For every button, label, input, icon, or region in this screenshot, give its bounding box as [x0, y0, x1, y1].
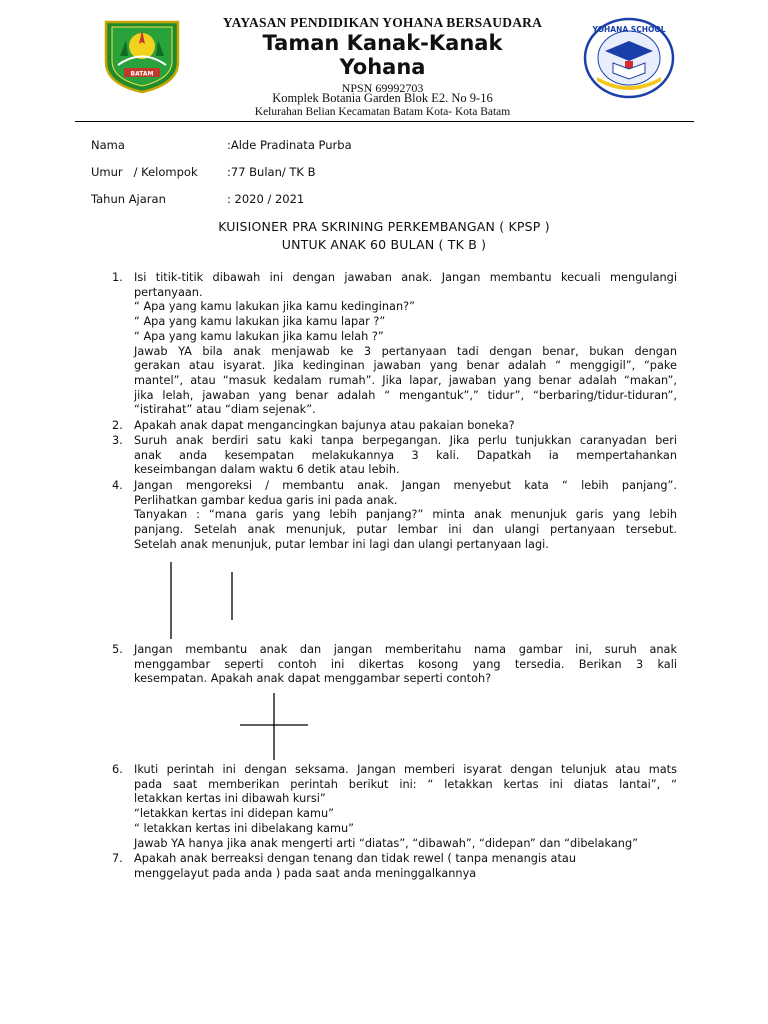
question-item-5	[134, 643, 677, 687]
letterhead-divider	[75, 121, 694, 122]
item-line: Ikuti perintah ini dengan seksama. Jangan memberi isyarat dengan telunjuk atau mats	[134, 763, 677, 776]
question-item-3	[134, 434, 677, 478]
school-name-line1: Taman Kanak-Kanak	[262, 31, 503, 55]
yohana-school-logo	[583, 17, 675, 99]
item-line: panjang. Setelah anak menunjuk, putar lembar ini dan ulangi pertanyaan tersebut.	[134, 523, 677, 537]
questionnaire-title: KUISIONER PRA SKRINING PERKEMBANGAN ( KPSP )	[218, 219, 550, 234]
item-line: gerakan atau isyarat. Jika kedinginan jawaban yang benar adalah “ menggigil”, “pake	[134, 359, 677, 373]
item-line: Apakah anak berreaksi dengan tenang dan tidak rewel ( tanpa menangis atau	[134, 852, 576, 865]
item-line: mantel”, atau “masuk kedalam rumah”. Jika lapar, jawaban yang benar adalah “makan”,	[134, 373, 677, 387]
item-line: “istirahat” atau “diam sejenak”.	[134, 403, 316, 417]
two-lines-figure	[160, 558, 250, 644]
item-line: Tanyakan : “mana garis yang lebih panjang?” minta anak menunjuk garis yang lebih	[134, 508, 677, 522]
name-value: :Alde Pradinata Purba	[227, 138, 352, 152]
question-item-7	[134, 852, 677, 881]
age-group-label: Umur / Kelompok	[91, 165, 198, 179]
item-line: Jangan membantu anak dan jangan memberitahu nama gambar ini, suruh anak	[134, 643, 677, 656]
item-line: keseimbangan dalam waktu 6 detik atau lebih.	[134, 463, 400, 477]
left-logo-caption: BATAM	[130, 70, 154, 78]
item-line: Suruh anak berdiri satu kaki tanpa berpegangan. Jika perlu tunjukkan caranyadan beri	[134, 434, 677, 447]
item-line: Perlihatkan gambar kedua garis ini pada anak.	[134, 493, 398, 507]
item-number: 5.	[112, 643, 123, 656]
school-year-label: Tahun Ajaran	[91, 192, 166, 206]
question-item-2	[134, 419, 677, 434]
item-number: 2.	[112, 419, 123, 432]
item-number: 6.	[112, 763, 123, 776]
questionnaire-subtitle: UNTUK ANAK 60 BULAN ( TK B )	[281, 237, 487, 252]
item-line: Setelah anak menunjuk, putar lembar ini lagi dan ulangi pertanyaan lagi.	[134, 537, 549, 551]
school-name-line2: Yohana	[339, 55, 426, 79]
item-line: Isi titik-titik dibawah ini dengan jawaban anak. Jangan membantu kecuali mengulangi	[134, 271, 677, 284]
school-year-value: : 2020 / 2021	[227, 192, 305, 206]
address-line-1: Komplek Botania Garden Blok E2. No 9-16	[272, 91, 493, 105]
item-line: “ letakkan kertas ini dibelakang kamu”	[134, 821, 354, 835]
item-line: letakkan kertas ini dibawah kursi”	[134, 792, 326, 806]
item-line: menggelayut pada anda ) pada saat anda meninggalkannya	[134, 866, 477, 880]
item-line: “ Apa yang kamu lakukan jika kamu lelah ?”	[134, 329, 384, 343]
item-line: pertanyaan.	[134, 285, 203, 299]
age-group-value: :77 Bulan/ TK B	[227, 165, 316, 179]
item-line: menggambar seperti contoh ini dikertas kosong yang tersedia. Berikan 3 kali	[134, 657, 677, 671]
item-line: Apakah anak dapat mengancingkan bajunya atau pakaian boneka?	[134, 419, 515, 432]
item-number: 3.	[112, 434, 123, 447]
item-line: jika lelah, jawaban yang benar adalah “ mengantuk”,” tidur”, “berbaring/tidur-tiduran”,	[134, 388, 677, 402]
item-line: Jawab YA bila anak menjawab ke 3 pertanyaan tadi dengan benar, bukan dengan	[134, 344, 677, 358]
batam-emblem-logo	[102, 18, 182, 94]
name-label: Nama	[91, 138, 125, 152]
cross-figure	[236, 690, 312, 762]
item-line: “letakkan kertas ini didepan kamu”	[134, 807, 335, 821]
item-number: 1.	[112, 271, 123, 284]
question-item-1	[134, 271, 677, 418]
item-line: kesempatan. Apakah anak dapat menggambar seperti contoh?	[134, 672, 492, 686]
foundation-name: YAYASAN PENDIDIKAN YOHANA BERSAUDARA	[222, 15, 543, 30]
item-number: 4.	[112, 479, 123, 492]
item-line: “ Apa yang kamu lakukan jika kamu kedinginan?”	[134, 300, 415, 314]
question-item-6	[134, 763, 677, 851]
item-line: Jawab YA hanya jika anak mengerti arti “diatas”, “dibawah”, “didepan” dan “dibelakang”	[134, 836, 638, 850]
item-line: Jangan mengoreksi / membantu anak. Jangan menyebut kata “ lebih panjang”.	[134, 479, 677, 492]
npsn-number: NPSN 69992703	[341, 81, 424, 95]
right-logo-caption: YOHANA SCHOOL	[592, 25, 666, 34]
question-item-4	[134, 479, 677, 553]
item-line: “ Apa yang kamu lakukan jika kamu lapar ?”	[134, 315, 386, 329]
item-line: pada saat memberikan perintah berikut ini: “ letakkan kertas ini diatas lantai”, “	[134, 777, 677, 791]
address-line-2: Kelurahan Belian Kecamatan Batam Kota- Kota Batam	[254, 106, 511, 116]
school-name	[190, 31, 575, 79]
item-number: 7.	[112, 852, 123, 865]
item-line: anak anda kesempatan melakukannya 3 kali. Dapatkah ia mempertahankan	[134, 448, 677, 462]
